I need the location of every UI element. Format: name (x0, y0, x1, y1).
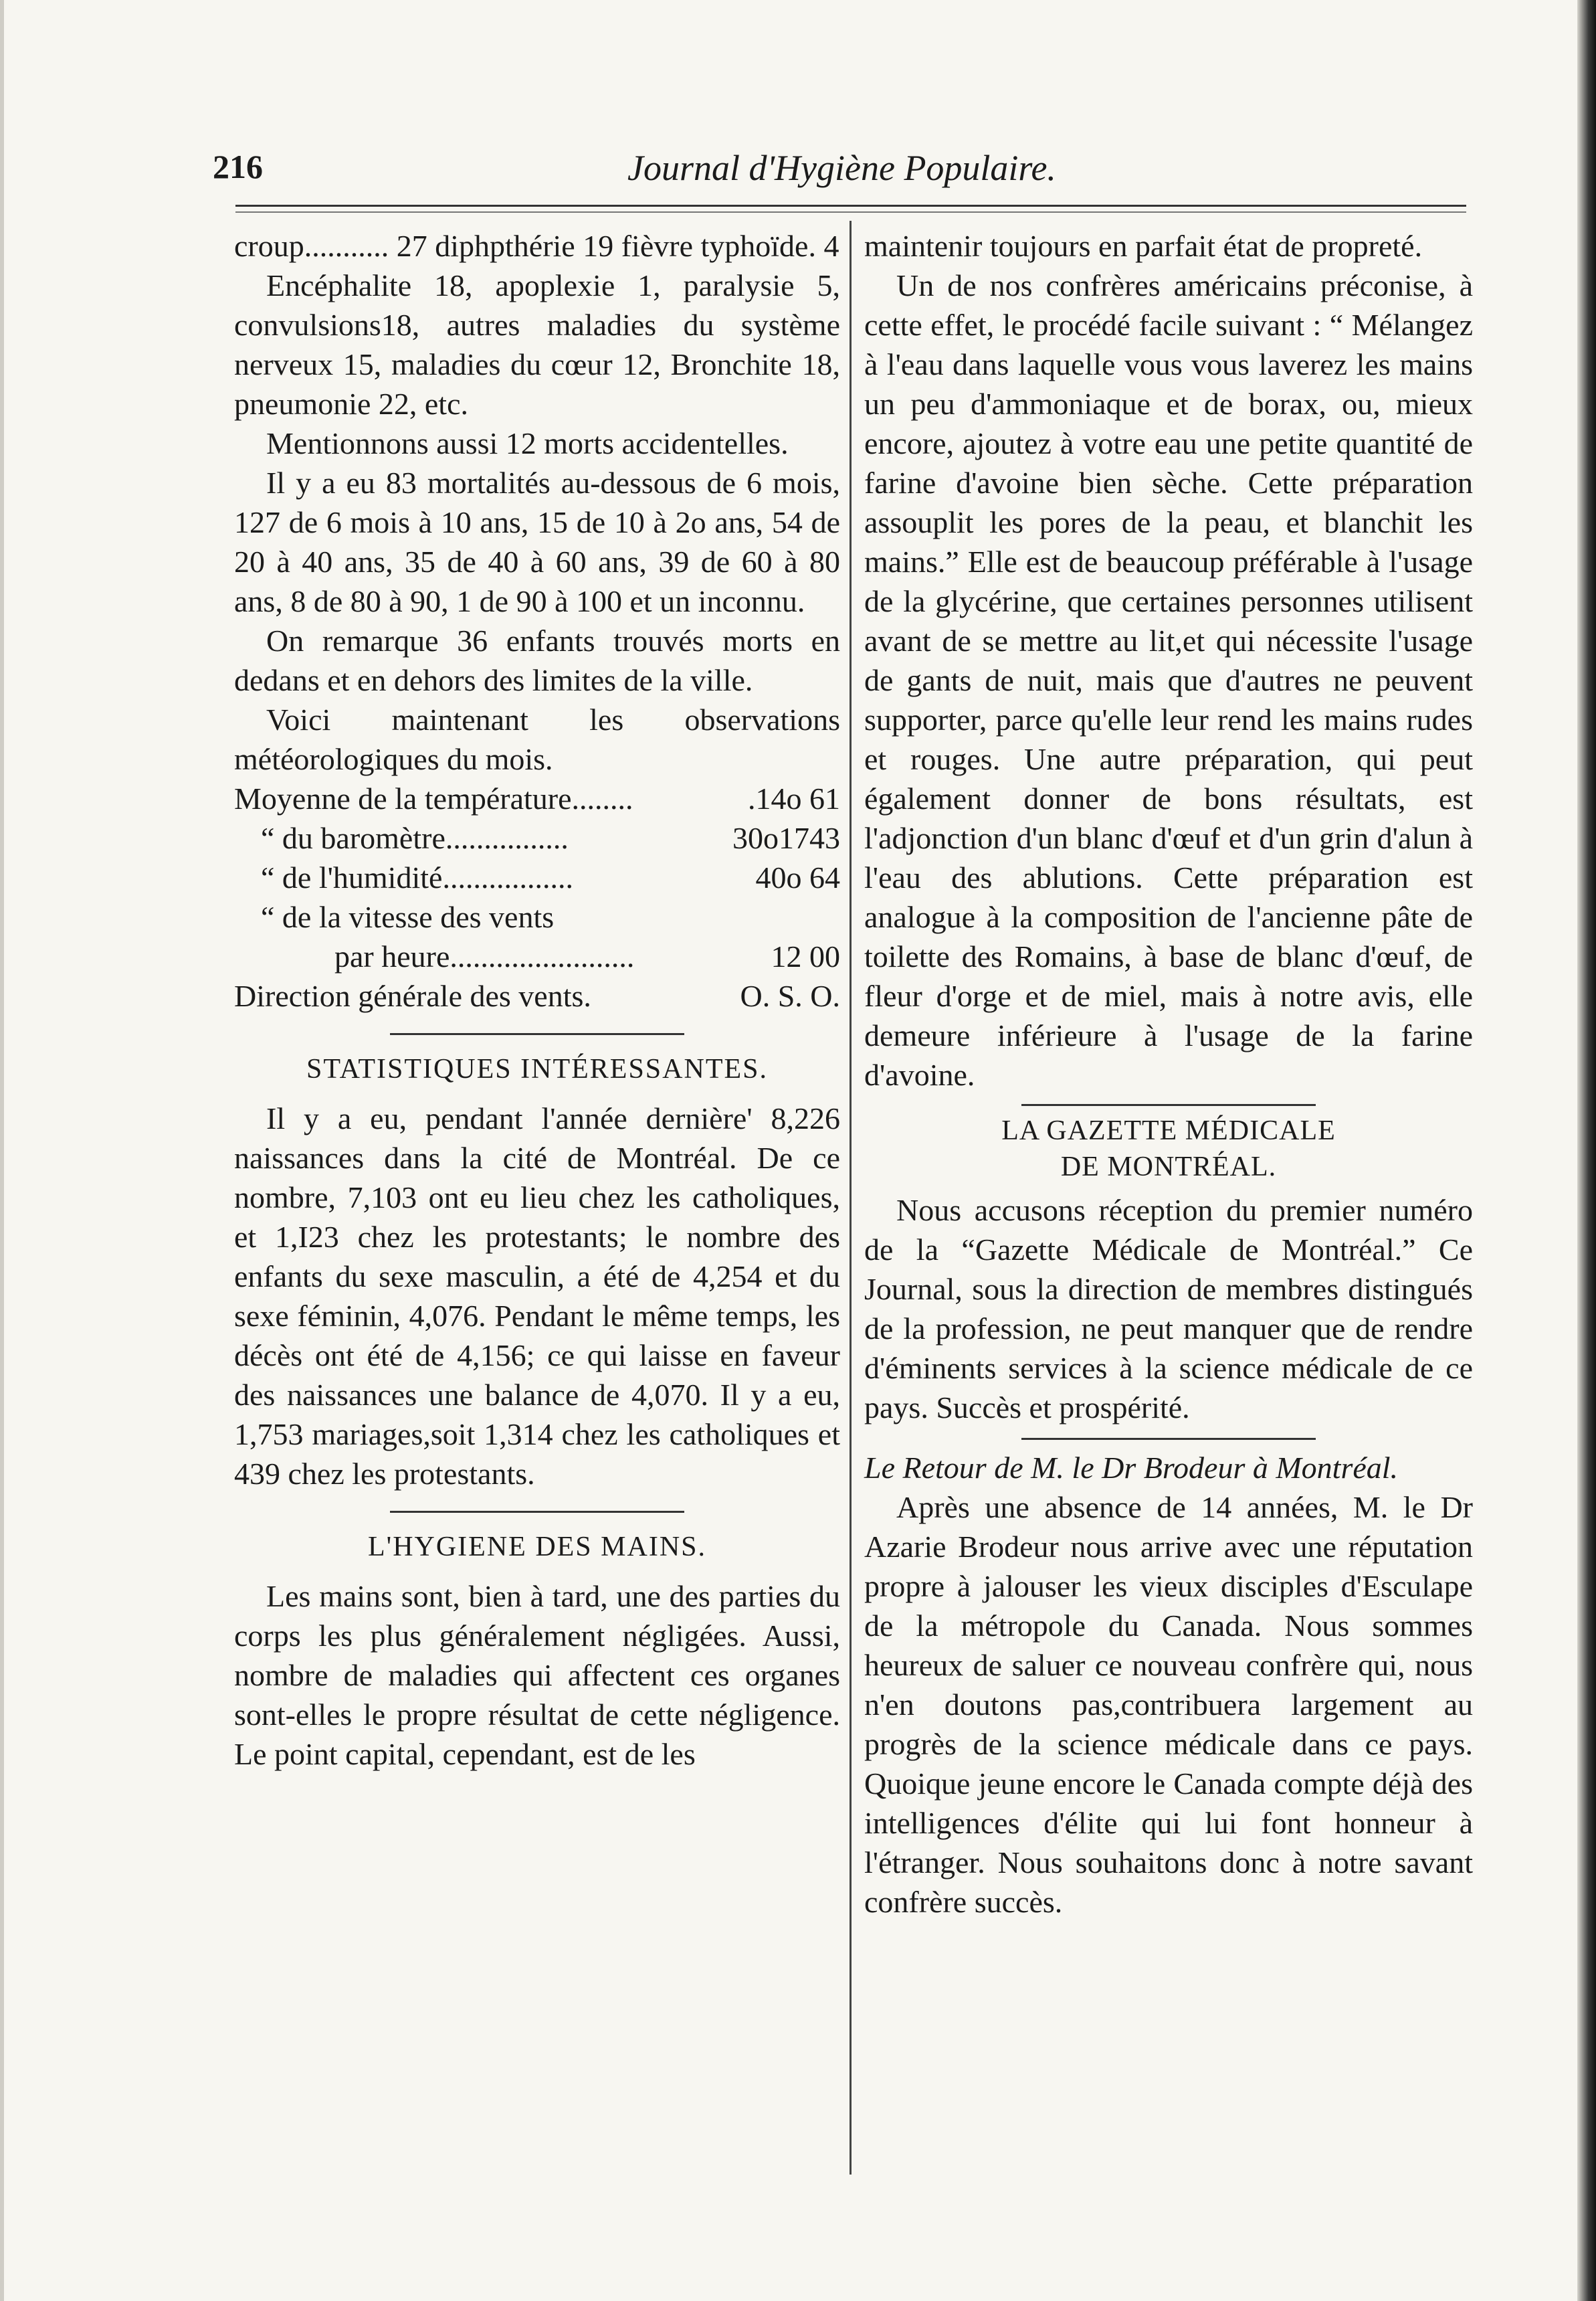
stat-temperature (234, 779, 840, 818)
section-title-gazette (864, 1113, 1473, 1185)
paragraph-gazette: Nous accusons réception du premier numéro de la “Gazette Médicale de Montréal.” Ce Journal, sous la direction de membres distingués de la profession, ne peut manquer que de rendre d'éminents services à la science médicale de ce pays. Succès et prospérité. (864, 1193, 1473, 1424)
paragraph-brodeur: Après une absence de 14 années, M. le Dr Azarie Brodeur nous arrive avec une réputation propre à jalouser les vieux disciples d'Esculape de la métropole du Canada. Nous sommes heureux de saluer ce nouveau confrère qui, nous n'en doutons pas,contribuera largement au progrès de la science médicale dans ce pays. Quoique jeune encore le Canada compte déjà des intelligences d'élite qui lui font honneur à l'étranger. Nous souhaitons donc à notre savant confrère succès. (864, 1490, 1473, 1919)
section-rule (1021, 1104, 1316, 1106)
column-divider (850, 221, 852, 2175)
section-title-statistiques: STATISTIQUES INTÉRESSANTES. (306, 1054, 768, 1085)
paragraph-procede: Un de nos confrères américains préconise, à cette effet, le procédé facile suivant : “ Mélangez à l'eau dans laquelle vous vous laverez les mains un peu d'ammoniaque et de borax, ou, mieux encore, ajoutez à votre eau une petite quantité de farine d'avoine bien sèche. Cette préparation assouplit les pores de la peau, et blanchit les mains.” Elle est de beaucoup préférable à l'usage de la glycérine, que certaines personnes utilisent avant de se mettre au lit,et qui nécessite l'usage de gants de nuit, mais que d'autres ne peuvent supporter, parce qu'elle leur rend les mains rudes et rouges. Une autre préparation, qui peut également donner de bons résultats, est l'adjonction d'un blanc d'œuf et d'un grin d'alun à l'eau des ablutions. Cette préparation est analogue à la composition de l'ancienne pâte de toilette des Romains, à base de blanc d'œuf, de fleur d'orge et de miel, mais à notre avis, elle demeure inférieure à l'usage de la farine d'avoine. (864, 268, 1473, 1092)
stat-wind-speed-label: “ de la vitesse des vents (261, 900, 555, 934)
paragraph-hygiene-mains: Les mains sont, bien à tard, une des parties du corps les plus généralement négligées. Aussi, nombre de maladies qui affectent ces organes sont-elles le propre résultat de cette négligence. Le point capital, cependant, est de les (234, 1579, 840, 1771)
section-title-line: LA GAZETTE MÉDICALE (1001, 1115, 1336, 1146)
section-rule (390, 1511, 684, 1513)
paragraph-mortality-causes: croup........... 27 diphpthérie 19 fièvre typhoïde. 4 (234, 229, 839, 263)
paragraph-meteo-intro: Voici maintenant les observations météorologiques du mois. (234, 703, 840, 776)
stat-label: Direction générale des vents. (234, 979, 591, 1013)
left-column (234, 226, 840, 1774)
paragraph-encephalite: Encéphalite 18, apoplexie 1, paralysie 5, convulsions18, autres maladies du système nerveux 15, maladies du cœur 12, Bronchite 18, pneumonie 22, etc. (234, 268, 840, 421)
meteo-stats (234, 779, 840, 1016)
stat-label: “ de l'humidité................. (261, 860, 573, 895)
paragraph-mortality-ages: Il y a eu 83 mortalités au-dessous de 6 mois, 127 de 6 mois à 10 ans, 15 de 10 à 2o ans, 54 de 20 à 40 ans, 35 de 40 à 60 ans, 39 de 60 à 80 ans, 8 de 80 à 90, 1 de 90 à 100 et un inconnu. (234, 466, 840, 618)
section-rule (390, 1033, 684, 1035)
stat-value: O. S. O. (740, 979, 840, 1013)
right-column (864, 226, 1473, 1922)
header-rule-secondary (235, 211, 1466, 213)
stat-value: 40o 64 (755, 860, 840, 895)
section-rule (1021, 1438, 1316, 1440)
paragraph-statistiques: Il y a eu, pendant l'année dernière' 8,226 naissances dans la cité de Montréal. De ce nombre, 7,103 ont eu lieu chez les catholiques, et 1,I23 chez les protestants; le nombre des enfants du sexe masculin, a été de 4,254 et du sexe féminin, 4,076. Pendant le même temps, les décès ont été de 4,156; ce qui laisse en faveur des naissances une balance de 4,070. Il y a eu, 1,753 mariages,soit 1,314 chez les catholiques et 439 chez les protestants. (234, 1101, 840, 1491)
paragraph-accidental-deaths: Mentionnons aussi 12 morts accidentelles. (266, 426, 789, 460)
stat-humidity (234, 858, 840, 897)
stat-barometer (234, 818, 840, 858)
stat-label: par heure........................ (334, 939, 635, 974)
stat-label: Moyenne de la température........ (234, 781, 633, 816)
page-edge-left (0, 0, 4, 2301)
section-title-brodeur: Le Retour de M. le Dr Brodeur à Montréal. (864, 1451, 1399, 1485)
stat-value: .14o 61 (748, 781, 840, 816)
section-title-line: DE MONTRÉAL. (1060, 1152, 1277, 1182)
stat-label: “ du baromètre................ (261, 821, 569, 855)
paragraph-found-children: On remarque 36 enfants trouvés morts en dedans et en dehors des limites de la ville. (234, 624, 840, 697)
stat-wind-speed (234, 937, 840, 976)
section-title-hygiene-mains: L'HYGIENE DES MAINS. (367, 1532, 707, 1562)
paragraph-continuation: maintenir toujours en parfait état de propreté. (864, 229, 1423, 263)
stat-value: 12 00 (771, 939, 840, 974)
stat-wind-direction (234, 976, 840, 1016)
page-header (213, 147, 1477, 201)
page-edge-right (1577, 0, 1596, 2301)
page-number: 216 (213, 148, 263, 185)
running-title: Journal d'Hygiène Populaire. (627, 148, 1056, 188)
header-rule (235, 205, 1466, 207)
stat-value: 30o1743 (732, 821, 840, 855)
